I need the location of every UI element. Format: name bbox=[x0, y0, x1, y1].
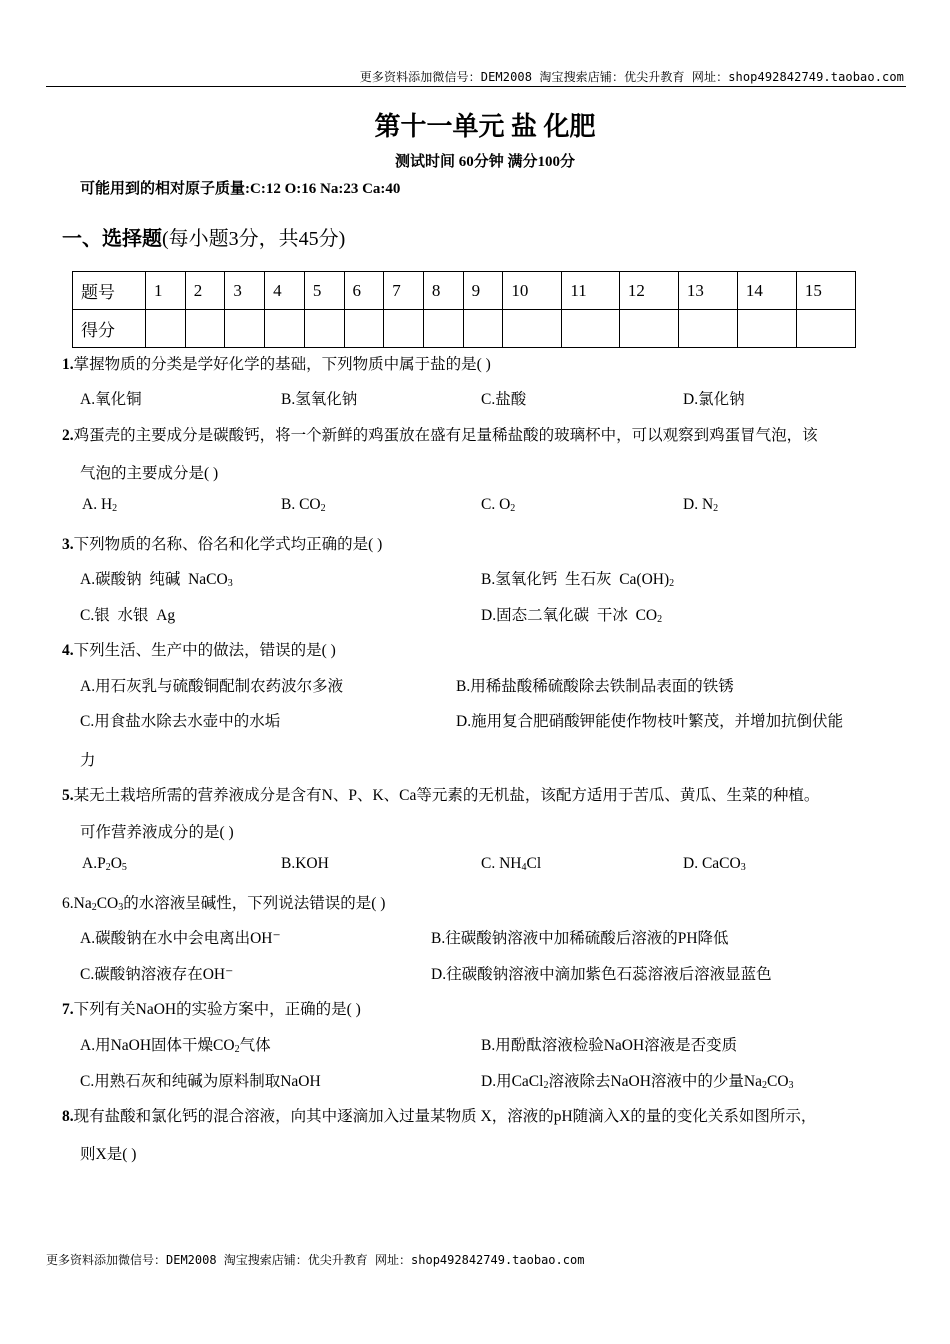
question-text: 某无土栽培所需的营养液成分是含有N、P、K、Ca等元素的无机盐，该配方适用于苦瓜、黄瓜、生菜的种植。 bbox=[73, 787, 820, 804]
number-cell: 8 bbox=[423, 272, 463, 310]
score-cell[interactable] bbox=[146, 310, 186, 348]
option-text: A.用NaOH固体干燥CO bbox=[80, 1037, 235, 1054]
option-d bbox=[683, 496, 718, 514]
question-text: 下列生活、生产中的做法，错误的是( ) bbox=[73, 642, 336, 659]
option-b bbox=[481, 567, 674, 589]
option-c: C.银 水银 Ag bbox=[80, 607, 176, 624]
question-text-cont: 气泡的主要成分是( ) bbox=[80, 465, 219, 482]
option-c: C.用熟石灰和纯碱为原料制取NaOH bbox=[80, 1073, 321, 1090]
header-divider bbox=[46, 86, 906, 87]
question-text: 6.Na bbox=[62, 895, 92, 912]
score-cell[interactable] bbox=[503, 310, 562, 348]
question-3 bbox=[62, 532, 382, 554]
question-5 bbox=[62, 783, 819, 805]
option-c: C.碳酸钠溶液存在OH⁻ bbox=[80, 966, 234, 983]
question-text: 下列有关NaOH的实验方案中，正确的是( ) bbox=[73, 1001, 361, 1018]
question-text: 现有盐酸和氯化钙的混合溶液，向其中逐滴加入过量某物质 X，溶液的pH随滴入X的量的变化关系如图所示， bbox=[73, 1108, 817, 1125]
score-cell[interactable] bbox=[265, 310, 305, 348]
subscript: 2 bbox=[761, 1080, 767, 1091]
question-number-row bbox=[73, 272, 856, 310]
header-note: 更多资料添加微信号：DEM2008 淘宝搜索店铺：优尖升教育 网址：shop492842749.taobao.com bbox=[359, 70, 904, 84]
option-text: Cl bbox=[526, 855, 542, 872]
score-cell[interactable] bbox=[619, 310, 678, 348]
subscript: 3 bbox=[788, 1080, 794, 1091]
option-c: C.用食盐水除去水壶中的水垢 bbox=[80, 713, 281, 730]
number-cell: 14 bbox=[737, 272, 796, 310]
option-a bbox=[82, 496, 117, 514]
score-cell[interactable] bbox=[423, 310, 463, 348]
option-text: C. O bbox=[481, 496, 511, 513]
subscript: 4 bbox=[521, 862, 527, 873]
option-d bbox=[481, 1069, 794, 1091]
option-a bbox=[80, 567, 233, 589]
score-cell[interactable] bbox=[678, 310, 737, 348]
page-title: 第十一单元 盐 化肥 bbox=[374, 112, 596, 141]
row-label: 题号 bbox=[73, 272, 146, 310]
option-b: B.KOH bbox=[281, 855, 329, 872]
number-cell: 9 bbox=[463, 272, 503, 310]
option-d bbox=[481, 603, 662, 625]
option-b: B.用稀盐酸稀硫酸除去铁制品表面的铁锈 bbox=[456, 678, 734, 695]
option-text: 溶液除去NaOH溶液中的少量Na bbox=[548, 1073, 762, 1090]
option-b: B.往碳酸钠溶液中加稀硫酸后溶液的PH降低 bbox=[431, 930, 729, 947]
question-text-cont: 则X是( ) bbox=[80, 1146, 137, 1163]
score-cell[interactable] bbox=[344, 310, 384, 348]
section-title: 一、选择题 bbox=[62, 228, 162, 250]
question-number: 5. bbox=[62, 787, 74, 804]
subscript: 2 bbox=[234, 1044, 240, 1055]
subscript: 2 bbox=[91, 902, 97, 913]
option-b: B.氢氧化钠 bbox=[281, 391, 358, 408]
option-text: B.氢氧化钙 生石灰 Ca(OH) bbox=[481, 571, 670, 588]
question-1 bbox=[62, 352, 491, 374]
score-cell[interactable] bbox=[737, 310, 796, 348]
option-text: D. N bbox=[683, 496, 714, 513]
question-number: 2. bbox=[62, 427, 74, 444]
question-4 bbox=[62, 638, 336, 660]
subscript: 2 bbox=[105, 862, 111, 873]
question-text-cont: 可作营养液成分的是( ) bbox=[80, 824, 234, 841]
number-cell: 11 bbox=[562, 272, 620, 310]
question-text: 掌握物质的分类是学好化学的基础，下列物质中属于盐的是( ) bbox=[73, 356, 491, 373]
subscript: 2 bbox=[543, 1080, 549, 1091]
section-heading bbox=[62, 222, 345, 251]
option-text: D. CaCO bbox=[683, 855, 741, 872]
subscript: 3 bbox=[118, 902, 124, 913]
section-note: (每小题3分，共45分) bbox=[162, 228, 346, 250]
option-a: A.碳酸钠在水中会电离出OH⁻ bbox=[80, 930, 281, 947]
score-cell[interactable] bbox=[225, 310, 265, 348]
score-row bbox=[73, 310, 856, 348]
question-number: 7. bbox=[62, 1001, 74, 1018]
question-number: 3. bbox=[62, 536, 74, 553]
option-text: B. CO bbox=[281, 496, 321, 513]
subscript: 2 bbox=[510, 503, 516, 514]
score-cell[interactable] bbox=[562, 310, 620, 348]
footer-note: 更多资料添加微信号：DEM2008 淘宝搜索店铺：优尖升教育 网址：shop492842749.taobao.com bbox=[46, 1253, 585, 1267]
number-cell: 6 bbox=[344, 272, 384, 310]
option-d: D.往碳酸钠溶液中滴加紫色石蕊溶液后溶液显蓝色 bbox=[431, 966, 772, 983]
subscript: 2 bbox=[669, 578, 675, 589]
option-text: A. H bbox=[82, 496, 113, 513]
option-text: A.P bbox=[82, 855, 106, 872]
question-7 bbox=[62, 997, 361, 1019]
subscript: 2 bbox=[713, 503, 719, 514]
question-2 bbox=[62, 423, 818, 445]
question-number: 1. bbox=[62, 356, 74, 373]
option-b: B.用酚酞溶液检验NaOH溶液是否变质 bbox=[481, 1037, 738, 1054]
subscript: 3 bbox=[227, 578, 233, 589]
atomic-mass-note: 可能用到的相对原子质量:C:12 O:16 Na:23 Ca:40 bbox=[80, 181, 401, 197]
question-number: 8. bbox=[62, 1108, 74, 1125]
row-label: 得分 bbox=[73, 310, 146, 348]
option-c bbox=[481, 855, 541, 873]
question-number: 4. bbox=[62, 642, 74, 659]
option-text: D.用CaCl bbox=[481, 1073, 544, 1090]
subscript: 5 bbox=[121, 862, 127, 873]
test-info: 测试时间 60分钟 满分100分 bbox=[394, 154, 575, 170]
option-d: D.施用复合肥硝酸钾能使作物枝叶繁茂，并增加抗倒伏能 bbox=[456, 713, 844, 730]
number-cell: 1 bbox=[146, 272, 186, 310]
option-a: A.用石灰乳与硫酸铜配制农药波尔多液 bbox=[80, 678, 344, 695]
number-cell: 7 bbox=[384, 272, 424, 310]
question-text: CO bbox=[96, 895, 119, 912]
question-text: 的水溶液呈碱性，下列说法错误的是( ) bbox=[123, 895, 386, 912]
question-8 bbox=[62, 1104, 816, 1126]
number-cell: 2 bbox=[185, 272, 225, 310]
subscript: 2 bbox=[112, 503, 118, 514]
subscript: 2 bbox=[320, 503, 326, 514]
subscript: 3 bbox=[740, 862, 746, 873]
option-c bbox=[481, 496, 515, 514]
number-cell: 15 bbox=[796, 272, 855, 310]
score-cell[interactable] bbox=[384, 310, 424, 348]
number-cell: 5 bbox=[304, 272, 344, 310]
option-c: C.盐酸 bbox=[481, 391, 527, 408]
score-cell[interactable] bbox=[796, 310, 855, 348]
score-table bbox=[72, 271, 856, 348]
number-cell: 10 bbox=[503, 272, 562, 310]
option-a: A.氧化铜 bbox=[80, 391, 142, 408]
question-text: 鸡蛋壳的主要成分是碳酸钙，将一个新鲜的鸡蛋放在盛有足量稀盐酸的玻璃杯中，可以观察到鸡蛋冒气泡，该 bbox=[73, 427, 818, 444]
option-text: D.固态二氧化碳 干冰 CO bbox=[481, 607, 658, 624]
option-b bbox=[281, 496, 326, 514]
score-cell[interactable] bbox=[463, 310, 503, 348]
option-d: D.氯化钠 bbox=[683, 391, 745, 408]
option-a bbox=[80, 1033, 271, 1055]
option-d-cont: 力 bbox=[80, 752, 96, 769]
score-cell[interactable] bbox=[304, 310, 344, 348]
option-a bbox=[82, 855, 127, 873]
option-d bbox=[683, 855, 746, 873]
option-text: CO bbox=[766, 1073, 789, 1090]
question-6 bbox=[62, 891, 385, 913]
number-cell: 12 bbox=[619, 272, 678, 310]
option-text: O bbox=[110, 855, 122, 872]
option-text: C. NH bbox=[481, 855, 522, 872]
subscript: 2 bbox=[657, 614, 663, 625]
score-cell[interactable] bbox=[185, 310, 225, 348]
option-text: A.碳酸钠 纯碱 NaCO bbox=[80, 571, 228, 588]
number-cell: 13 bbox=[678, 272, 737, 310]
option-text: 气体 bbox=[239, 1037, 271, 1054]
number-cell: 4 bbox=[265, 272, 305, 310]
number-cell: 3 bbox=[225, 272, 265, 310]
question-text: 下列物质的名称、俗名和化学式均正确的是( ) bbox=[73, 536, 383, 553]
